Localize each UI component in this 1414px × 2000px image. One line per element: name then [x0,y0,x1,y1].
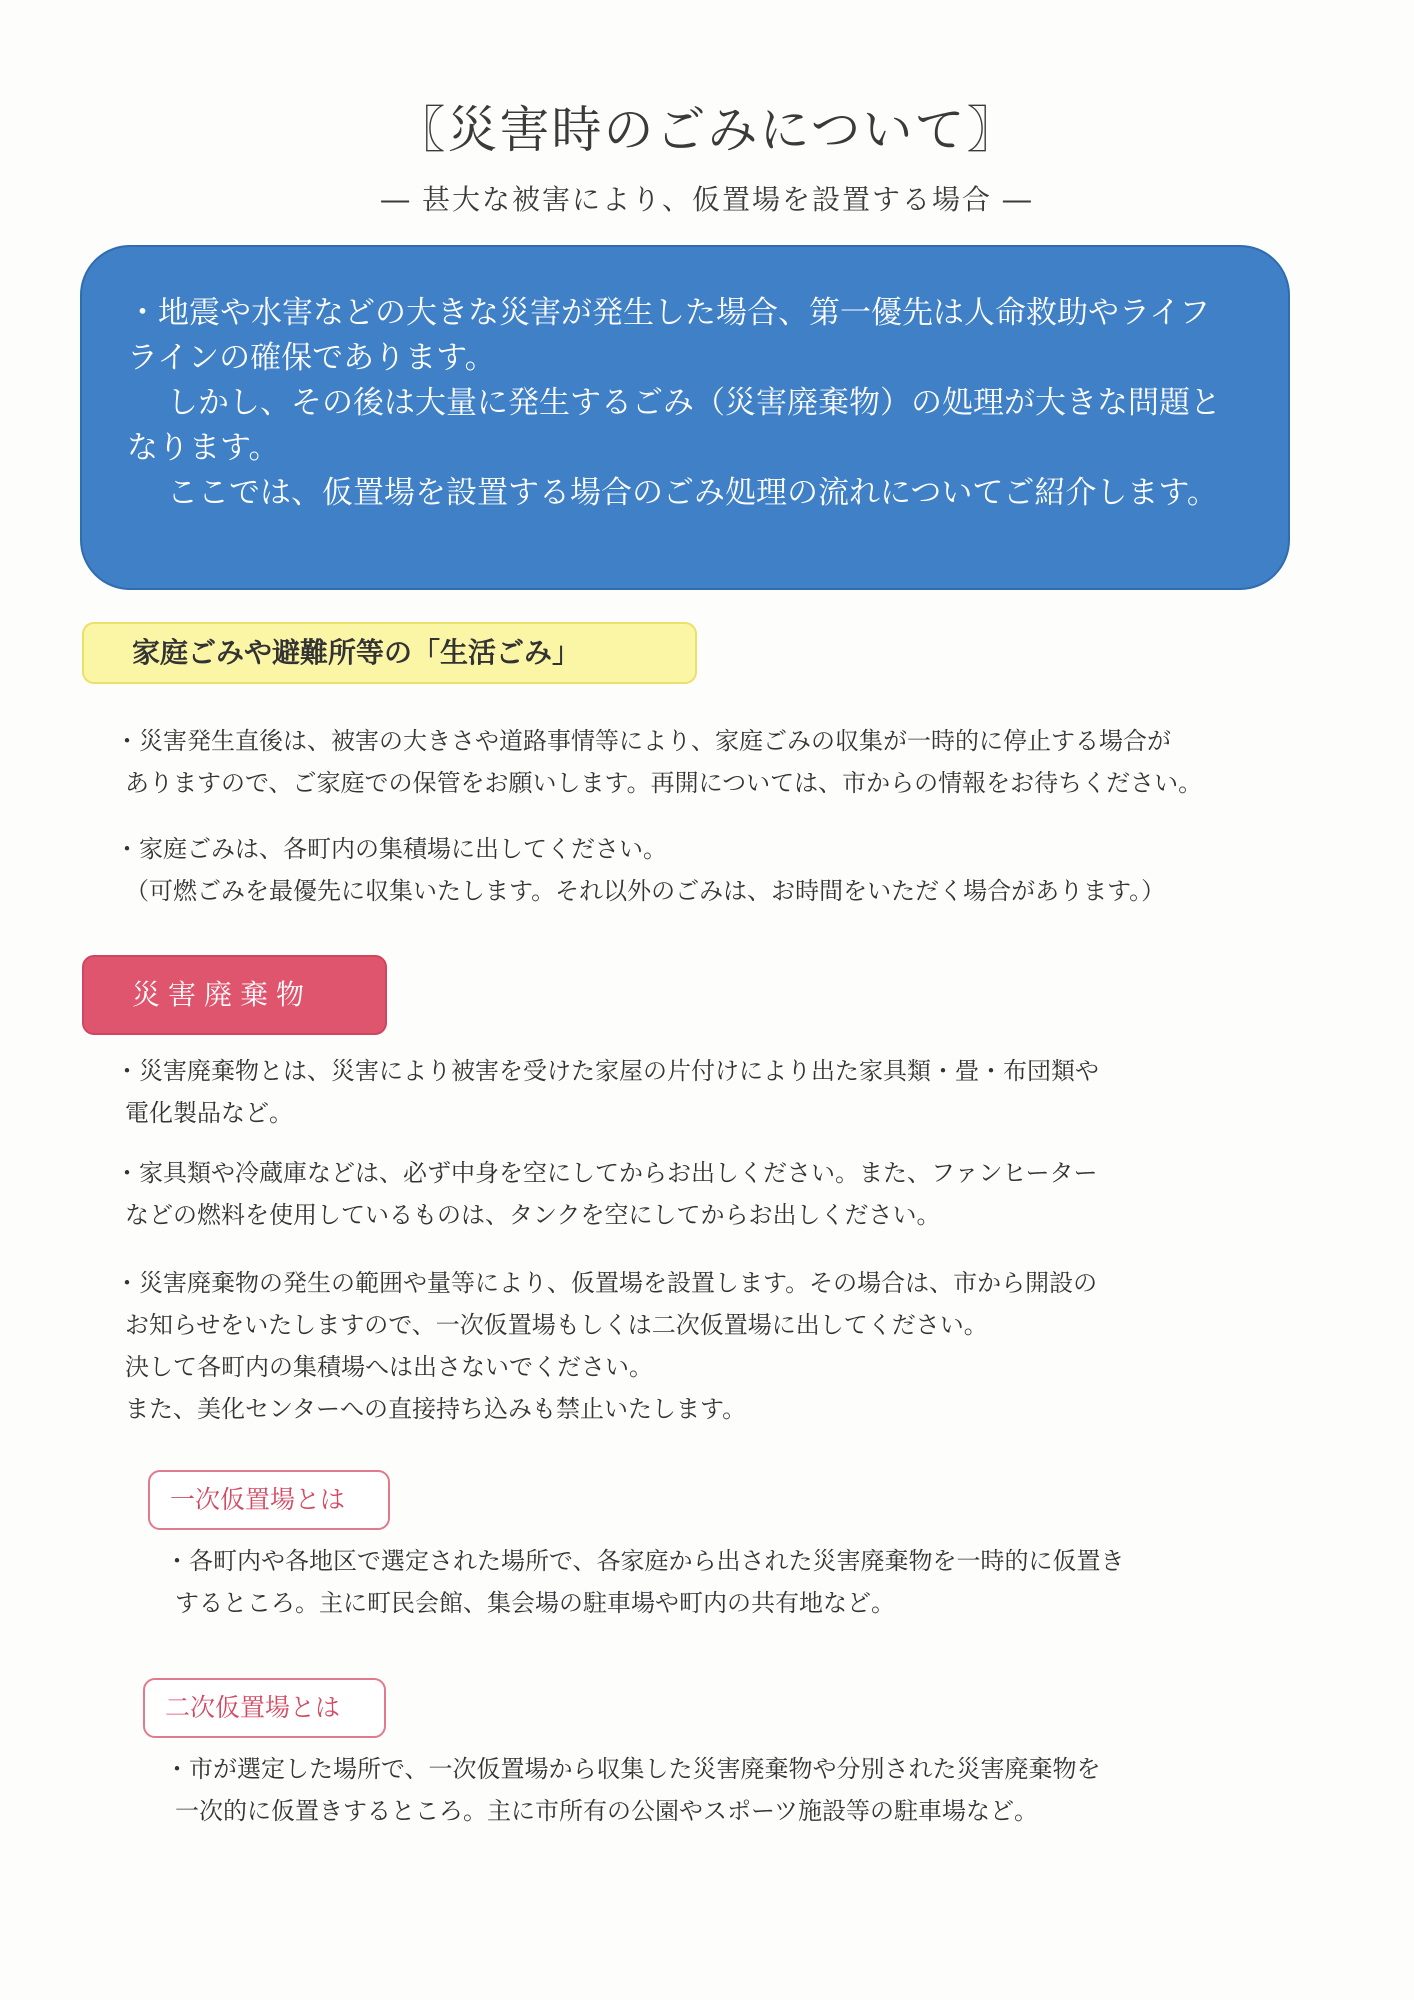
intro-paragraph-1: ・地震や水害などの大きな災害が発生した場合、第一優先は人命救助やライフラインの確保であります。 [127,295,1211,376]
disaster-waste-bullet-2 [115,1152,1098,1236]
bullet-line: ・市が選定した場所で、一次仮置場から収集した災害廃棄物や分別された災害廃棄物を [165,1755,1101,1783]
page-subtitle: ― 甚大な被害により、仮置場を設置する場合 ― [381,183,1033,216]
primary-site-description [165,1540,1125,1624]
bullet-line: ありますので、ご家庭での保管をお願いします。再開については、市からの情報をお待ちください。 [125,769,1203,797]
disaster-waste-header: 災害廃棄物 [82,955,387,1035]
bullet-line: ・災害廃棄物の発生の範囲や量等により、仮置場を設置します。その場合は、市から開設の [115,1269,1098,1297]
bullet-line: 一次的に仮置きするところ。主に市所有の公園やスポーツ施設等の駐車場など。 [175,1797,1039,1825]
disaster-waste-bullet-1 [115,1050,1099,1134]
bullet-line: ・災害廃棄物とは、災害により被害を受けた家屋の片付けにより出た家具類・畳・布団類や [115,1057,1099,1085]
intro-box [80,245,1290,590]
living-waste-bullet-1 [115,720,1202,804]
bullet-line: ・家具類や冷蔵庫などは、必ず中身を空にしてからお出しください。また、ファンヒーター [115,1159,1098,1187]
bullet-line: ・災害発生直後は、被害の大きさや道路事情等により、家庭ごみの収集が一時的に停止する場合が [115,727,1171,755]
bullet-line: ・各町内や各地区で選定された場所で、各家庭から出された災害廃棄物を一時的に仮置き [165,1547,1125,1575]
bullet-line: 決して各町内の集積場へは出さないでください。 [125,1353,653,1381]
bullet-line: また、美化センターへの直接持ち込みも禁止いたします。 [125,1395,747,1423]
bullet-line: 電化製品など。 [125,1099,293,1127]
living-waste-header: 家庭ごみや避難所等の「生活ごみ」 [82,622,697,684]
bullet-line: ・家庭ごみは、各町内の集積場に出してください。 [115,835,667,863]
secondary-site-description [165,1748,1101,1832]
primary-site-header: 一次仮置場とは [148,1470,390,1530]
bullet-line: お知らせをいたしますので、一次仮置場もしくは二次仮置場に出してください。 [125,1311,988,1339]
intro-paragraph-3: ここでは、仮置場を設置する場合のごみ処理の流れについてご紹介します。 [167,475,1218,511]
page-title: 〖災害時のごみについて〗 [395,101,1019,159]
living-waste-bullet-2 [115,828,1165,912]
secondary-site-header: 二次仮置場とは [143,1678,386,1738]
bullet-line: などの燃料を使用しているものは、タンクを空にしてからお出しください。 [125,1201,941,1229]
disaster-waste-bullet-3 [115,1262,1097,1430]
bullet-line: するところ。主に町民会館、集会場の駐車場や町内の共有地など。 [175,1589,895,1617]
bullet-line: （可燃ごみを最優先に収集いたします。それ以外のごみは、お時間をいただく場合があります。） [125,877,1166,905]
intro-paragraph-2: しかし、その後は大量に発生するごみ（災害廃棄物）の処理が大きな問題となります。 [127,385,1221,466]
